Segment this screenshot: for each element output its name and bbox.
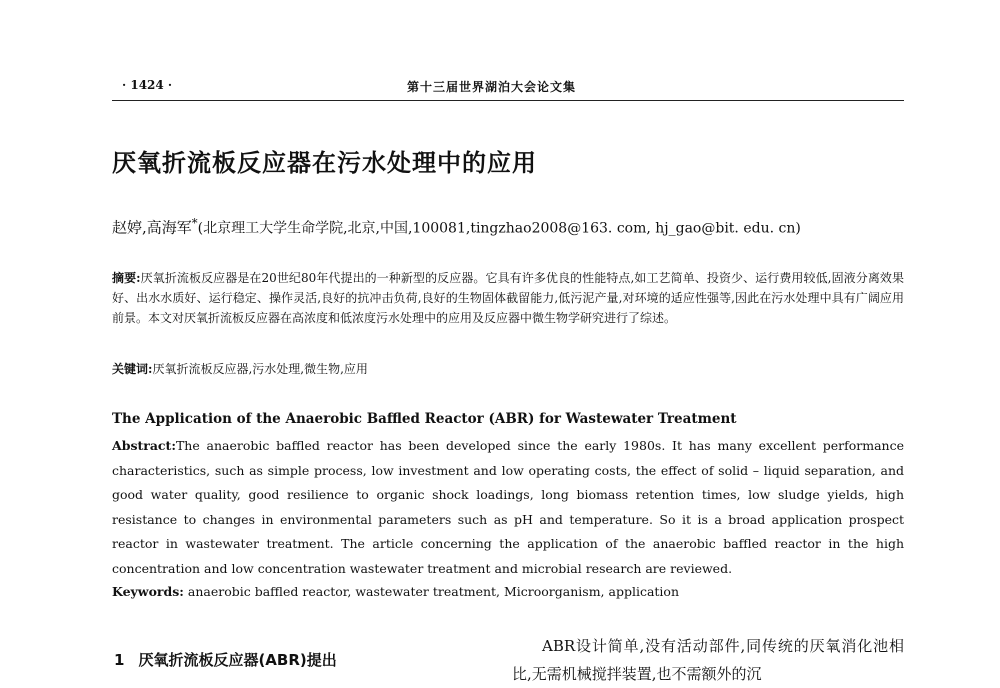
author-marker: * <box>191 216 198 230</box>
keywords-english-text: anaerobic baffled reactor, wastewater treatment, Microorganism, application <box>187 584 680 599</box>
abstract-english-text: The anaerobic baffled reactor has been developed since the early 1980s. It has many excellent performance characteristics, such as simple process, low investment and low operating costs, the effect of solid – liquid separation, and good water quality, good resilience to organic shock loadings, long biomass retention times, low sludge yields, high resistance to changes in environmental parameters such as pH and temperature. So it is a broad application prospect reactor in wastewater treatment. The article concerning the application of the anaerobic baffled reactor in the high concentration and low concentration wastewater treatment and microbial research are reviewed. <box>112 438 904 576</box>
body-paragraph: ABR设计简单,没有活动部件,同传统的厌氧消化池相比,无需机械搅拌装置,也不需额外的沉 <box>512 637 904 683</box>
abstract-chinese-text: 厌氧折流板反应器是在20世纪80年代提出的一种新型的反应器。它具有许多优良的性能特点,如工艺简单、投资少、运行费用较低,固液分离效果好、出水水质好、运行稳定、操作灵活,良好的抗冲击负荷,良好的生物固体截留能力,低污泥产量,对环境的适应性强等,因此在污水处理中具有广阔应用前景。本文对厌氧折流板反应器在高浓度和低浓度污水处理中的应用及反应器中微生物学研究进行了综述。 <box>112 271 904 325</box>
abstract-english <box>112 434 904 581</box>
journal-title: 第十三届世界湖泊大会论文集 <box>407 80 577 94</box>
author-affiliation: (北京理工大学生命学院,北京,中国,100081,tingzhao2008@163. com, hj_gao@bit. edu. cn) <box>197 220 801 237</box>
author-names: 赵婷,高海军 <box>112 218 192 237</box>
keywords-chinese-text: 厌氧折流板反应器,污水处理,微生物,应用 <box>152 362 368 376</box>
abstract-chinese <box>112 268 904 328</box>
keywords-chinese <box>112 359 904 379</box>
keywords-chinese-label: 关键词: <box>112 362 153 376</box>
section-number: 1 <box>114 651 125 669</box>
running-header <box>112 78 904 98</box>
section-title: 厌氧折流板反应器(ABR)提出 <box>138 651 337 669</box>
section-heading <box>114 649 337 670</box>
author-line <box>112 216 902 238</box>
paper-title-chinese: 厌氧折流板反应器在污水处理中的应用 <box>112 149 537 177</box>
keywords-english-label: Keywords: <box>112 584 184 599</box>
abstract-english-label: Abstract: <box>112 438 176 453</box>
page-number: · 1424 · <box>122 78 173 92</box>
abstract-chinese-label: 摘要: <box>112 271 141 285</box>
header-rule <box>112 100 904 101</box>
keywords-english <box>112 582 904 602</box>
paper-title-english: The Application of the Anaerobic Baffled Reactor (ABR) for Wastewater Treatment <box>112 411 737 427</box>
